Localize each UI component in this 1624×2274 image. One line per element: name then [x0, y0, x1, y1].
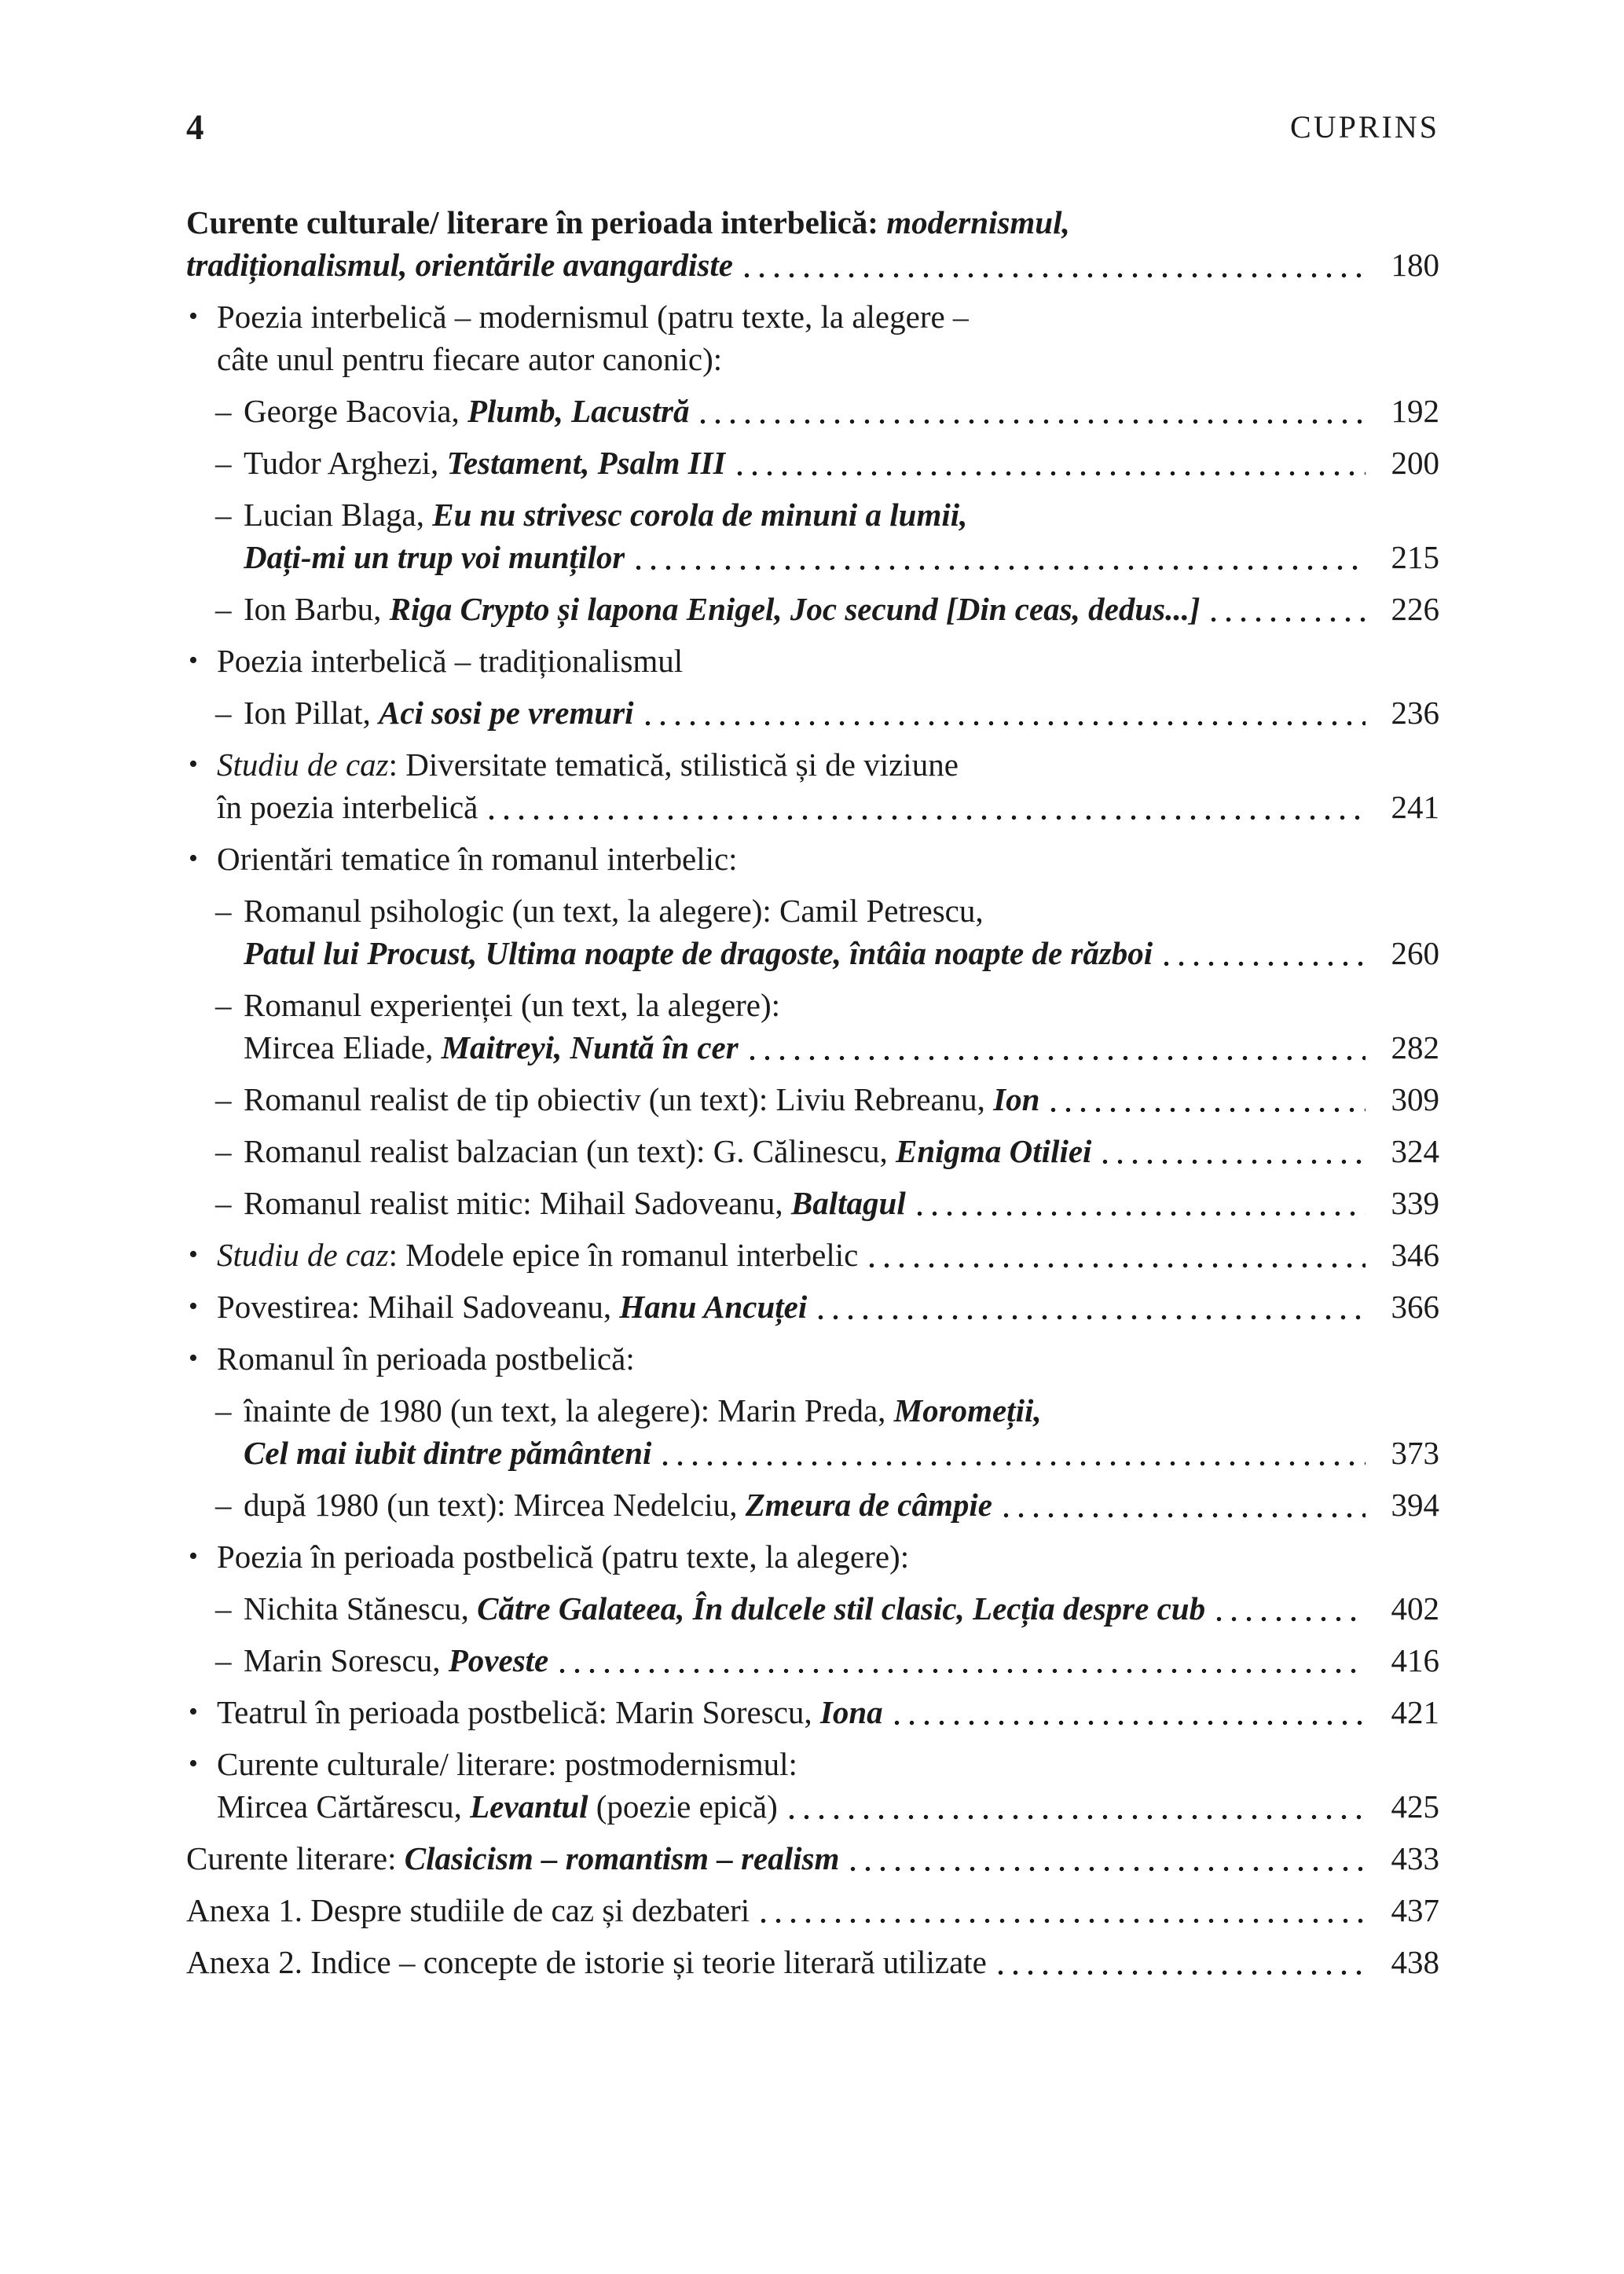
toc-entry: [186, 588, 1439, 630]
toc-line: [186, 743, 1439, 786]
toc-line: [186, 691, 1439, 734]
toc-page-number: 346: [1391, 1237, 1439, 1273]
toc-entry: [186, 1639, 1439, 1682]
bullet-marker-icon: •: [189, 1542, 198, 1571]
toc-line-text: [244, 1639, 548, 1682]
toc-entry: [186, 201, 1439, 286]
toc-page-number: 437: [1391, 1892, 1439, 1928]
toc-entry: [186, 1743, 1439, 1828]
bullet-marker-icon: •: [189, 1697, 198, 1726]
toc-text-segment: Enigma Otiliei: [896, 1133, 1092, 1169]
toc-line: [186, 1743, 1439, 1785]
toc-line-text: [217, 1535, 909, 1578]
toc-line-text: [186, 1889, 750, 1931]
toc-line-text: [217, 838, 738, 880]
toc-line: [186, 1337, 1439, 1380]
toc-text-segment: Mircea Cărtărescu,: [217, 1788, 471, 1825]
dot-leader: [789, 1814, 1366, 1820]
toc-text-segment: Ion Pillat,: [244, 695, 379, 731]
toc-text-segment: după 1980 (un text): Mircea Nedelciu,: [244, 1487, 746, 1523]
dash-marker-icon: –: [215, 1487, 232, 1523]
toc-text-segment: Patul lui Procust, Ultima noapte de dragoste, întâia noapte de război: [244, 935, 1153, 971]
page-number: 4: [186, 108, 204, 147]
toc-entry: [186, 1587, 1439, 1630]
bullet-marker-icon: •: [189, 302, 198, 331]
toc-text-segment: Zmeura de câmpie: [745, 1487, 992, 1523]
toc-line: [186, 244, 1439, 286]
toc-page-number: 260: [1391, 935, 1439, 971]
toc-line-text: [244, 1130, 1091, 1172]
toc-page-number: 438: [1391, 1944, 1439, 1980]
toc-line-text: [244, 588, 1200, 630]
dash-marker-icon: –: [215, 1081, 232, 1117]
dot-leader: [1050, 1107, 1366, 1113]
toc-text-segment: modernismul,: [886, 204, 1070, 240]
toc-line-text: [244, 1026, 739, 1069]
toc-text-segment: Lucian Blaga,: [244, 497, 433, 533]
bullet-marker-icon: •: [189, 1292, 198, 1321]
toc-line-text: [244, 1182, 906, 1224]
dot-leader: [850, 1866, 1366, 1872]
toc-line-text: [217, 786, 478, 828]
toc-page-number: 394: [1391, 1487, 1439, 1523]
toc-text-segment: Curente culturale/ literare în perioada interbelică:: [186, 204, 887, 240]
toc-line: [186, 1286, 1439, 1328]
toc-entry: [186, 1389, 1439, 1474]
toc-line-text: [217, 338, 722, 380]
toc-text-segment: Către Galateea, În dulcele stil clasic, Lecția despre cub: [477, 1590, 1206, 1627]
toc-page-number: 309: [1391, 1081, 1439, 1117]
toc-text-segment: Tudor Arghezi,: [244, 445, 447, 481]
dot-leader: [1216, 1616, 1366, 1622]
toc-line-text: [217, 1286, 807, 1328]
dash-marker-icon: –: [215, 1392, 232, 1429]
toc-line: [186, 1182, 1439, 1224]
toc-text-segment: Anexa 2. Indice – concepte de istorie și teorie literară utilizate: [186, 1944, 987, 1980]
toc-line: [186, 889, 1439, 932]
toc-line-text: [244, 442, 726, 484]
dot-leader: [1102, 1159, 1366, 1165]
toc-line: [186, 1484, 1439, 1526]
toc-text-segment: Povestirea: Mihail Sadoveanu,: [217, 1289, 620, 1325]
toc-text-segment: Romanul în perioada postbelică:: [217, 1341, 635, 1377]
toc-page-number: 366: [1391, 1289, 1439, 1325]
toc-line: [186, 588, 1439, 630]
toc-line: [186, 786, 1439, 828]
toc-text-segment: Curente culturale/ literare: postmodernismul:: [217, 1746, 797, 1782]
toc-entry: [186, 691, 1439, 734]
dot-leader: [559, 1668, 1366, 1674]
toc-text-segment: Romanul psihologic (un text, la alegere): Camil Petrescu,: [244, 893, 984, 929]
toc-page-number: 421: [1391, 1694, 1439, 1730]
toc-entry: [186, 295, 1439, 380]
toc-text-segment: Poveste: [448, 1642, 549, 1678]
toc-line: [186, 442, 1439, 484]
toc-page-number: 241: [1391, 789, 1439, 825]
toc-entry: [186, 1941, 1439, 1983]
dash-marker-icon: –: [215, 893, 232, 929]
toc-page-number: 236: [1391, 695, 1439, 731]
toc-text-segment: Eu nu strivesc corola de minuni a lumii,: [432, 497, 968, 533]
dash-marker-icon: –: [215, 591, 232, 627]
dot-leader: [917, 1211, 1366, 1216]
toc-page-number: 215: [1391, 539, 1439, 575]
toc-page-number: 324: [1391, 1133, 1439, 1169]
dot-leader: [737, 471, 1366, 476]
toc-entry: [186, 1691, 1439, 1733]
toc-text-segment: George Bacovia,: [244, 393, 467, 429]
toc-line: [186, 1130, 1439, 1172]
toc-text-segment: Levantul: [470, 1788, 588, 1825]
toc-entry: [186, 889, 1439, 974]
dash-marker-icon: –: [215, 393, 232, 429]
toc-text-segment: Moromeții,: [893, 1392, 1042, 1429]
dash-marker-icon: –: [215, 695, 232, 731]
toc-entry: [186, 1337, 1439, 1380]
bullet-marker-icon: •: [189, 646, 198, 675]
toc-line: [186, 1234, 1439, 1276]
toc-page-number: 402: [1391, 1590, 1439, 1627]
toc-line-text: [217, 1691, 883, 1733]
toc-line-text: [244, 932, 1153, 974]
bullet-marker-icon: •: [189, 750, 198, 779]
toc-line-text: [217, 743, 959, 786]
toc-text-segment: Studiu de caz: [217, 1237, 389, 1273]
toc-text-segment: Riga Crypto și lapona Enigel, Joc secund [Din ceas, dedus...]: [389, 591, 1201, 627]
toc-line-text: [186, 1941, 987, 1983]
toc-line: [186, 201, 1439, 244]
toc-line-text: [244, 1389, 1042, 1432]
dot-leader: [700, 419, 1366, 424]
toc-entry: [186, 838, 1439, 880]
toc-line-text: [244, 536, 625, 578]
toc-text-segment: în poezia interbelică: [217, 789, 478, 825]
toc-line-text: [244, 493, 967, 536]
dot-leader: [998, 1970, 1366, 1975]
toc-line: [186, 1785, 1439, 1828]
toc-entry: [186, 1234, 1439, 1276]
toc-entry: [186, 493, 1439, 578]
dot-leader: [1003, 1513, 1366, 1518]
toc-line: [186, 932, 1439, 974]
bullet-marker-icon: •: [189, 844, 198, 873]
toc-line: [186, 1691, 1439, 1733]
running-header-title: CUPRINS: [1290, 109, 1439, 145]
toc-line: [186, 1837, 1439, 1880]
toc-page-number: 339: [1391, 1185, 1439, 1221]
toc-line: [186, 984, 1439, 1026]
toc-line: [186, 1941, 1439, 1983]
toc-entry: [186, 1484, 1439, 1526]
toc-text-segment: Ion: [993, 1081, 1040, 1117]
toc-entry: [186, 1078, 1439, 1120]
toc-line: [186, 1078, 1439, 1120]
toc-text-segment: Orientări tematice în romanul interbelic:: [217, 841, 738, 877]
page-header: [186, 108, 1439, 146]
toc-text-segment: : Modele epice în romanul interbelic: [388, 1237, 859, 1273]
toc-text-segment: Romanul experienței (un text, la alegere):: [244, 987, 781, 1023]
toc-text-segment: Clasicism – romantism – realism: [404, 1840, 840, 1876]
toc-text-segment: Aci sosi pe vremuri: [378, 695, 634, 731]
toc-text-segment: Teatrul în perioada postbelică: Marin Sorescu,: [217, 1694, 820, 1730]
toc-line-text: [244, 1078, 1039, 1120]
toc-line: [186, 838, 1439, 880]
toc-line-text: [217, 1234, 858, 1276]
toc-line: [186, 1026, 1439, 1069]
toc-page-number: 282: [1391, 1029, 1439, 1065]
toc-line-text: [217, 1337, 635, 1380]
toc-text-segment: Poezia în perioada postbelică (patru texte, la alegere):: [217, 1539, 910, 1575]
dash-marker-icon: –: [215, 497, 232, 533]
toc-text-segment: Mircea Eliade,: [244, 1029, 442, 1065]
toc-text-segment: Plumb, Lacustră: [467, 393, 690, 429]
toc-entry: [186, 1286, 1439, 1328]
toc-page-number: 433: [1391, 1840, 1439, 1876]
toc-page-number: 373: [1391, 1435, 1439, 1471]
dot-leader: [750, 1055, 1366, 1061]
toc-page-number: 200: [1391, 445, 1439, 481]
toc-text-segment: înainte de 1980 (un text, la alegere): Marin Preda,: [244, 1392, 894, 1429]
toc-text-segment: (poezie epică): [588, 1788, 778, 1825]
toc-text-segment: Romanul realist de tip obiectiv (un text): Liviu Rebreanu,: [244, 1081, 994, 1117]
dash-marker-icon: –: [215, 1590, 232, 1627]
toc-entry: [186, 984, 1439, 1069]
toc-text-segment: Ion Barbu,: [244, 591, 390, 627]
toc-line-text: [244, 1587, 1205, 1630]
toc-entry: [186, 442, 1439, 484]
toc-line-text: [244, 691, 634, 734]
toc-text-segment: Poezia interbelică – modernismul (patru texte, la alegere –: [217, 299, 970, 335]
table-of-contents: [186, 201, 1439, 1983]
toc-page-number: 192: [1391, 393, 1439, 429]
toc-line: [186, 1389, 1439, 1432]
dot-leader: [818, 1315, 1366, 1320]
toc-entry: [186, 1889, 1439, 1931]
dash-marker-icon: –: [215, 1185, 232, 1221]
dot-leader: [761, 1918, 1366, 1924]
toc-line-text: [244, 984, 780, 1026]
toc-text-segment: Nichita Stănescu,: [244, 1590, 478, 1627]
toc-line: [186, 338, 1439, 380]
toc-line: [186, 1535, 1439, 1578]
toc-entry: [186, 1182, 1439, 1224]
toc-entry: [186, 1837, 1439, 1880]
toc-page-number: 180: [1391, 247, 1439, 283]
toc-text-segment: Studiu de caz: [217, 746, 389, 783]
toc-text-segment: Curente literare:: [186, 1840, 405, 1876]
toc-text-segment: Maitreyi, Nuntă în cer: [441, 1029, 739, 1065]
toc-entry: [186, 640, 1439, 682]
toc-text-segment: Iona: [819, 1694, 883, 1730]
toc-entry: [186, 743, 1439, 828]
toc-line-text: [244, 1432, 651, 1474]
dot-leader: [894, 1720, 1366, 1726]
dot-leader: [636, 565, 1366, 570]
toc-line: [186, 1587, 1439, 1630]
dot-leader: [1211, 617, 1366, 622]
toc-entry: [186, 1535, 1439, 1578]
toc-text-segment: Cel mai iubit dintre pământeni: [244, 1435, 652, 1471]
bullet-marker-icon: •: [189, 1749, 198, 1778]
toc-line: [186, 1639, 1439, 1682]
bullet-marker-icon: •: [189, 1344, 198, 1373]
toc-text-segment: Romanul realist balzacian (un text): G. Călinescu,: [244, 1133, 896, 1169]
toc-page-number: 226: [1391, 591, 1439, 627]
toc-line-text: [244, 390, 689, 432]
dash-marker-icon: –: [215, 987, 232, 1023]
toc-line-text: [217, 1743, 797, 1785]
toc-text-segment: Baltagul: [790, 1185, 906, 1221]
toc-text-segment: : Diversitate tematică, stilistică și de viziune: [388, 746, 959, 783]
toc-line-text: [186, 244, 733, 286]
toc-entry: [186, 1130, 1439, 1172]
dot-leader: [489, 815, 1366, 820]
toc-text-segment: Marin Sorescu,: [244, 1642, 449, 1678]
dot-leader: [869, 1263, 1366, 1268]
dash-marker-icon: –: [215, 1133, 232, 1169]
toc-text-segment: Anexa 1. Despre studiile de caz și dezbateri: [186, 1892, 750, 1928]
toc-text-segment: Poezia interbelică – tradiționalismul: [217, 643, 684, 679]
toc-line-text: [186, 1837, 839, 1880]
dash-marker-icon: –: [215, 1642, 232, 1678]
toc-page-number: 416: [1391, 1642, 1439, 1678]
toc-line: [186, 1889, 1439, 1931]
toc-line-text: [244, 889, 984, 932]
toc-line: [186, 536, 1439, 578]
toc-line: [186, 295, 1439, 338]
dot-leader: [662, 1461, 1366, 1466]
toc-line-text: [217, 640, 683, 682]
dot-leader: [744, 273, 1366, 278]
toc-text-segment: Romanul realist mitic: Mihail Sadoveanu,: [244, 1185, 791, 1221]
toc-line-text: [186, 201, 1070, 244]
toc-text-segment: câte unul pentru fiecare autor canonic):: [217, 341, 723, 377]
toc-text-segment: Hanu Ancuței: [619, 1289, 808, 1325]
toc-page-number: 425: [1391, 1788, 1439, 1825]
dot-leader: [1164, 961, 1366, 966]
toc-line-text: [244, 1484, 992, 1526]
bullet-marker-icon: •: [189, 1240, 198, 1269]
toc-text-segment: Dați-mi un trup voi munților: [244, 539, 625, 575]
toc-line-text: [217, 295, 969, 338]
toc-text-segment: Testament, Psalm III: [446, 445, 726, 481]
dash-marker-icon: –: [215, 445, 232, 481]
toc-line: [186, 1432, 1439, 1474]
toc-line: [186, 493, 1439, 536]
toc-line: [186, 390, 1439, 432]
toc-line: [186, 640, 1439, 682]
toc-text-segment: tradiționalismul, orientările avangardiste: [186, 247, 733, 283]
toc-entry: [186, 390, 1439, 432]
toc-line-text: [217, 1785, 778, 1828]
dot-leader: [645, 721, 1366, 726]
